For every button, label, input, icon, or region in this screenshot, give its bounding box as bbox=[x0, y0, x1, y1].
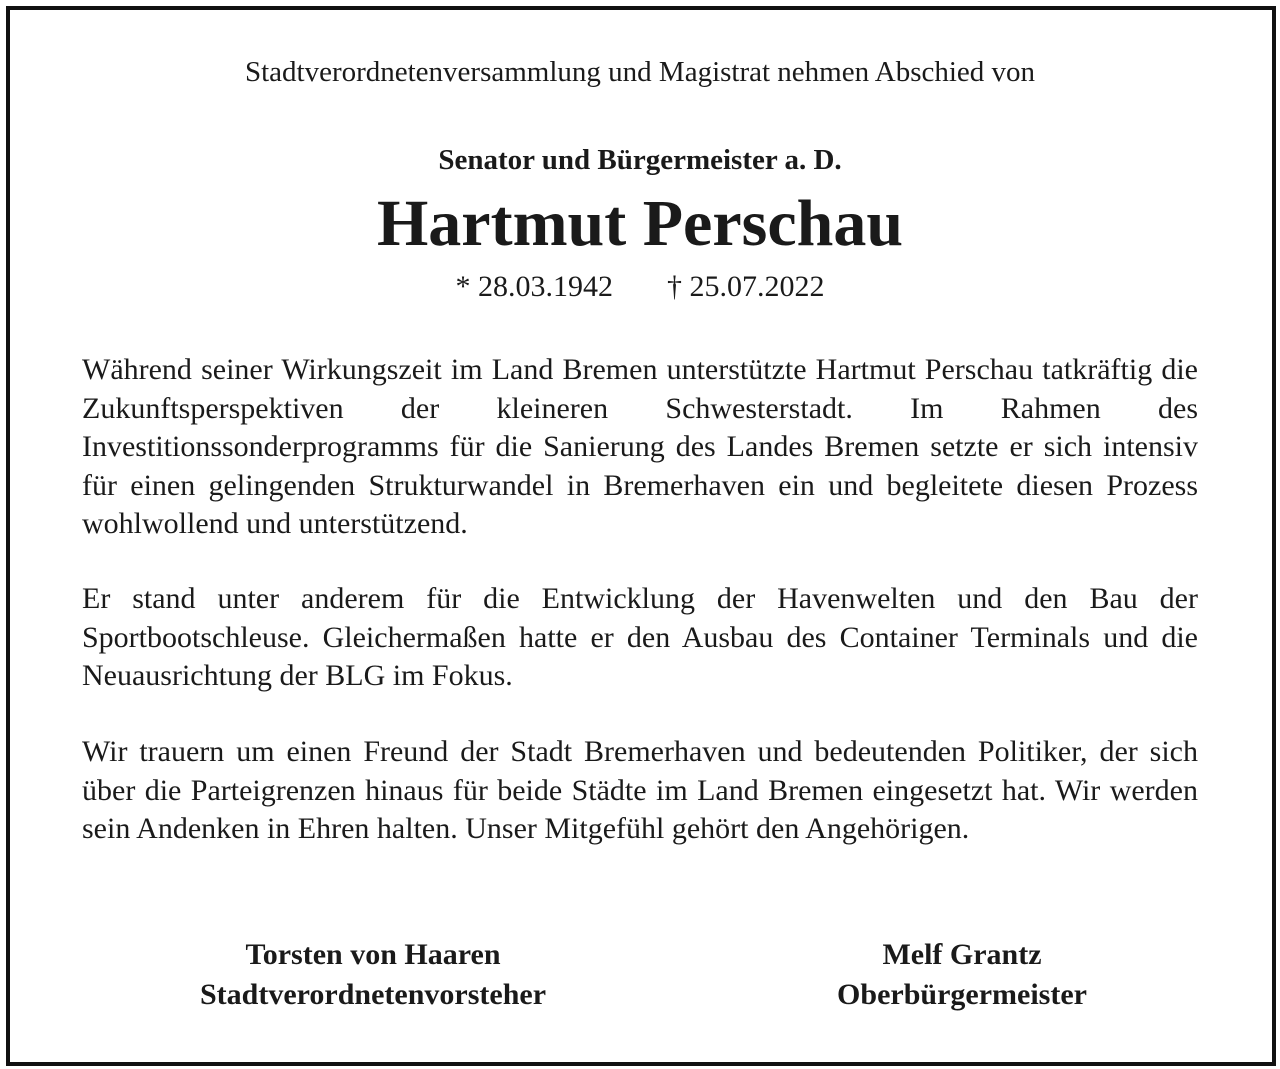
life-dates bbox=[0, 266, 1280, 308]
signatory-right bbox=[682, 935, 1242, 1015]
signatory-name: Melf Grantz bbox=[882, 938, 1042, 971]
paragraph-mourning: Wir trauern um einen Freund der Stadt Bremerhaven und bedeutenden Politiker, der sich über die Parteigrenzen hinaus für beide Städte im Land Bremen eingesetzt hat. Wir werden sein Andenken in Ehren halten. Unser Mitgefühl gehört den Angehörigen. bbox=[82, 735, 1198, 845]
deceased-name: Hartmut Perschau bbox=[376, 187, 904, 260]
paragraph-tenure: Während seiner Wirkungszeit im Land Bremen unterstützte Hartmut Perschau tatkräftig die Zukunftsperspektiven der kleineren Schwesterstadt. Im Rahmen des Investitionssonderprogramms für die Sanierung des Landes Bremen setzte er sich intensiv für einen gelingenden Strukturwandel in Bremerhaven ein und begleitete diesen Prozess wohlwollend und unterstützend. bbox=[82, 353, 1198, 540]
signatory-title: Oberbürgermeister bbox=[837, 978, 1087, 1011]
signatory-name: Torsten von Haaren bbox=[245, 938, 501, 971]
paragraph-projects: Er stand unter anderem für die Entwicklung der Havenwelten und den Bau der Sportbootschleuse. Gleichermaßen hatte er den Ausbau des Container Terminals und die Neuausrichtung der BLG im Fokus. bbox=[82, 582, 1198, 692]
death-date: † 25.07.2022 bbox=[667, 270, 825, 303]
signatory-title: Stadtverordnetenvorsteher bbox=[199, 978, 547, 1011]
birth-date: * 28.03.1942 bbox=[455, 270, 613, 303]
intro-line: Stadtverordnetenversammlung und Magistrat nehmen Abschied von bbox=[244, 56, 1036, 88]
deceased-title: Senator und Bürgermeister a. D. bbox=[438, 144, 842, 176]
signatory-left bbox=[93, 935, 653, 1015]
